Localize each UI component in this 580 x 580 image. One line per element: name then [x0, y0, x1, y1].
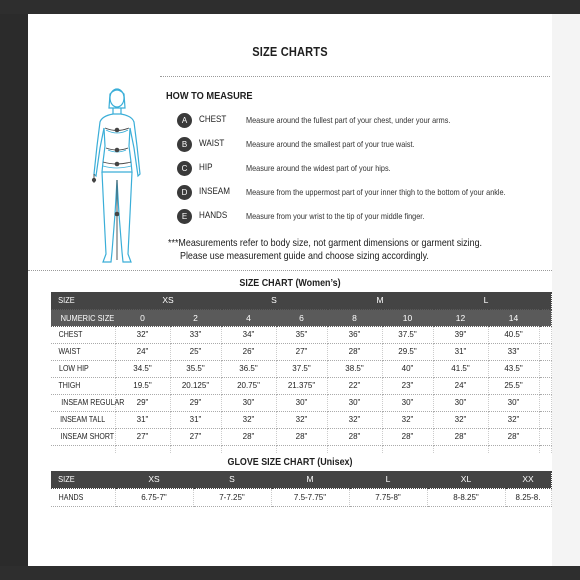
measurement-value: 30"	[327, 394, 382, 411]
table-row	[51, 488, 551, 506]
numeric-size-label: NUMERIC SIZE	[51, 309, 115, 326]
measurement-value: 32"	[327, 411, 382, 428]
table-row	[51, 343, 551, 360]
measurement-value: 28"	[382, 428, 433, 445]
page-title: SIZE CHARTS	[252, 44, 328, 59]
measurement-value: 25.5"	[488, 377, 539, 394]
measurement-value: 34"	[221, 326, 276, 343]
measurement-value: 43.5"	[488, 360, 539, 377]
sheet-right-edge	[552, 14, 580, 566]
measurement-value: 32"	[221, 411, 276, 428]
womens-chart-title: SIZE CHART (Women’s)	[239, 277, 341, 289]
row-filler	[539, 343, 551, 360]
measurement-value: 40"	[382, 360, 433, 377]
header-filler	[539, 309, 551, 326]
measurement-value: 37.5"	[276, 360, 327, 377]
measure-name: CHEST	[199, 114, 227, 125]
glove-size-row	[51, 471, 551, 488]
glove-size: XL	[427, 471, 505, 488]
glove-value: 7-7.25"	[193, 488, 271, 506]
measurement-value: 30"	[488, 394, 539, 411]
table-row	[51, 360, 551, 377]
glove-size-table	[51, 471, 552, 507]
measurement-value: 20.75"	[221, 377, 276, 394]
how-to-measure-title: HOW TO MEASURE	[166, 90, 253, 102]
measurement-value: 29"	[115, 394, 170, 411]
measurement-value: 32"	[115, 326, 170, 343]
badge-e: E	[177, 209, 192, 224]
body-figure-icon	[86, 84, 148, 274]
measurement-value: 31"	[115, 411, 170, 428]
measure-description: Measure around the smallest part of your true waist.	[246, 139, 415, 149]
numeric-size: 2	[170, 309, 221, 326]
measurement-value: 27"	[276, 343, 327, 360]
measurement-value: 28"	[488, 428, 539, 445]
badge-b: B	[177, 137, 192, 152]
measurement-value: 28"	[433, 428, 488, 445]
measurement-value: 30"	[221, 394, 276, 411]
glove-chart-title: GLOVE SIZE CHART (Unisex)	[227, 456, 353, 468]
glove-row-label: HANDS	[51, 488, 115, 506]
measurement-value: 35"	[276, 326, 327, 343]
measurement-value: 36"	[327, 326, 382, 343]
measurement-value: 30"	[433, 394, 488, 411]
glove-size: S	[193, 471, 271, 488]
measure-name: HIP	[199, 162, 213, 173]
measure-description: Measure around the widest part of your hips.	[246, 163, 391, 173]
glove-value: 8.25-8.	[505, 488, 551, 506]
measurement-value: 37.5"	[382, 326, 433, 343]
measure-name: INSEAM	[199, 186, 230, 197]
size-group-s: S	[221, 292, 327, 309]
measurement-value: 27"	[115, 428, 170, 445]
measurement-value: 38.5"	[327, 360, 382, 377]
womens-size-table	[51, 292, 552, 453]
row-label: WAIST	[51, 343, 115, 360]
table-row	[51, 411, 551, 428]
table-row	[51, 428, 551, 445]
measurement-value: 32"	[276, 411, 327, 428]
row-filler	[539, 360, 551, 377]
measurement-value: 24"	[115, 343, 170, 360]
measurement-value: 31"	[170, 411, 221, 428]
measurement-value: 31"	[433, 343, 488, 360]
row-label: INSEAM REGULAR	[51, 394, 115, 411]
badge-d: D	[177, 185, 192, 200]
table-spacer-row	[51, 445, 551, 453]
measurement-value: 25"	[170, 343, 221, 360]
size-group-l: L	[433, 292, 539, 309]
measure-item-hip	[177, 161, 557, 177]
measurement-value: 26"	[221, 343, 276, 360]
measurement-value: 24"	[433, 377, 488, 394]
bottom-border	[0, 566, 580, 580]
measurement-value: 35.5"	[170, 360, 221, 377]
measurement-value: 32"	[382, 411, 433, 428]
measurement-value: 21.375"	[276, 377, 327, 394]
measure-item-waist	[177, 137, 557, 153]
table-row	[51, 326, 551, 343]
numeric-size-row	[51, 309, 551, 326]
measurement-value: 28"	[327, 343, 382, 360]
measurement-value: 23"	[382, 377, 433, 394]
measurement-value: 41.5"	[433, 360, 488, 377]
size-group-row	[51, 292, 551, 309]
measurement-value: 29.5"	[382, 343, 433, 360]
section-divider	[28, 270, 552, 271]
measurement-value: 34.5"	[115, 360, 170, 377]
measure-description: Measure around the fullest part of your chest, under your arms.	[246, 115, 451, 125]
badge-a: A	[177, 113, 192, 128]
measurement-value: 33"	[170, 326, 221, 343]
row-label: INSEAM TALL	[51, 411, 115, 428]
glove-size: L	[349, 471, 427, 488]
measure-name: WAIST	[199, 138, 225, 149]
numeric-size: 0	[115, 309, 170, 326]
measure-name: HANDS	[199, 210, 228, 221]
glove-size: XS	[115, 471, 193, 488]
glove-size: XX	[505, 471, 551, 488]
measurement-value: 29"	[170, 394, 221, 411]
size-group-m: M	[327, 292, 433, 309]
row-label: THIGH	[51, 377, 115, 394]
measurement-value: 22"	[327, 377, 382, 394]
numeric-size: 4	[221, 309, 276, 326]
top-border	[0, 0, 580, 14]
row-filler	[539, 411, 551, 428]
glove-value: 6.75-7"	[115, 488, 193, 506]
measurement-value: 20.125"	[170, 377, 221, 394]
measurement-value: 30"	[276, 394, 327, 411]
table-row	[51, 394, 551, 411]
row-filler	[539, 394, 551, 411]
measurement-value: 32"	[488, 411, 539, 428]
badge-c: C	[177, 161, 192, 176]
measurement-value: 27"	[170, 428, 221, 445]
glove-value: 7.75-8"	[349, 488, 427, 506]
measure-item-hands	[177, 209, 557, 225]
measure-item-chest	[177, 113, 557, 129]
measurement-note-line-1: ***Measurements refer to body size, not garment dimensions or garment sizing.	[168, 237, 483, 249]
measurement-value: 39"	[433, 326, 488, 343]
glove-value: 7.5-7.75"	[271, 488, 349, 506]
size-label: SIZE	[51, 292, 115, 309]
measurement-value: 36.5"	[221, 360, 276, 377]
numeric-size: 8	[327, 309, 382, 326]
row-filler	[539, 326, 551, 343]
table-row	[51, 377, 551, 394]
measure-item-inseam	[177, 185, 557, 201]
title-divider	[160, 76, 550, 77]
glove-size: M	[271, 471, 349, 488]
row-label: CHEST	[51, 326, 115, 343]
measure-description: Measure from the uppermost part of your inner thigh to the bottom of your ankle.	[246, 187, 506, 197]
numeric-size: 10	[382, 309, 433, 326]
numeric-size: 6	[276, 309, 327, 326]
measurement-note-line-2: Please use measurement guide and choose sizing accordingly.	[180, 250, 429, 262]
measurement-value: 28"	[221, 428, 276, 445]
row-label: INSEAM SHORT	[51, 428, 115, 445]
row-filler	[539, 428, 551, 445]
measure-description: Measure from your wrist to the tip of your middle finger.	[246, 211, 425, 221]
measurement-value: 30"	[382, 394, 433, 411]
measurement-value: 19.5"	[115, 377, 170, 394]
measurement-value: 32"	[433, 411, 488, 428]
glove-value: 8-8.25"	[427, 488, 505, 506]
numeric-size: 14	[488, 309, 539, 326]
size-group-xs: XS	[115, 292, 221, 309]
measurement-value: 28"	[276, 428, 327, 445]
glove-size-label: SIZE	[51, 471, 115, 488]
numeric-size: 12	[433, 309, 488, 326]
measurement-value: 40.5"	[488, 326, 539, 343]
header-filler	[539, 292, 551, 309]
row-label: LOW HIP	[51, 360, 115, 377]
row-filler	[539, 377, 551, 394]
measurement-value: 33"	[488, 343, 539, 360]
measurement-value: 28"	[327, 428, 382, 445]
